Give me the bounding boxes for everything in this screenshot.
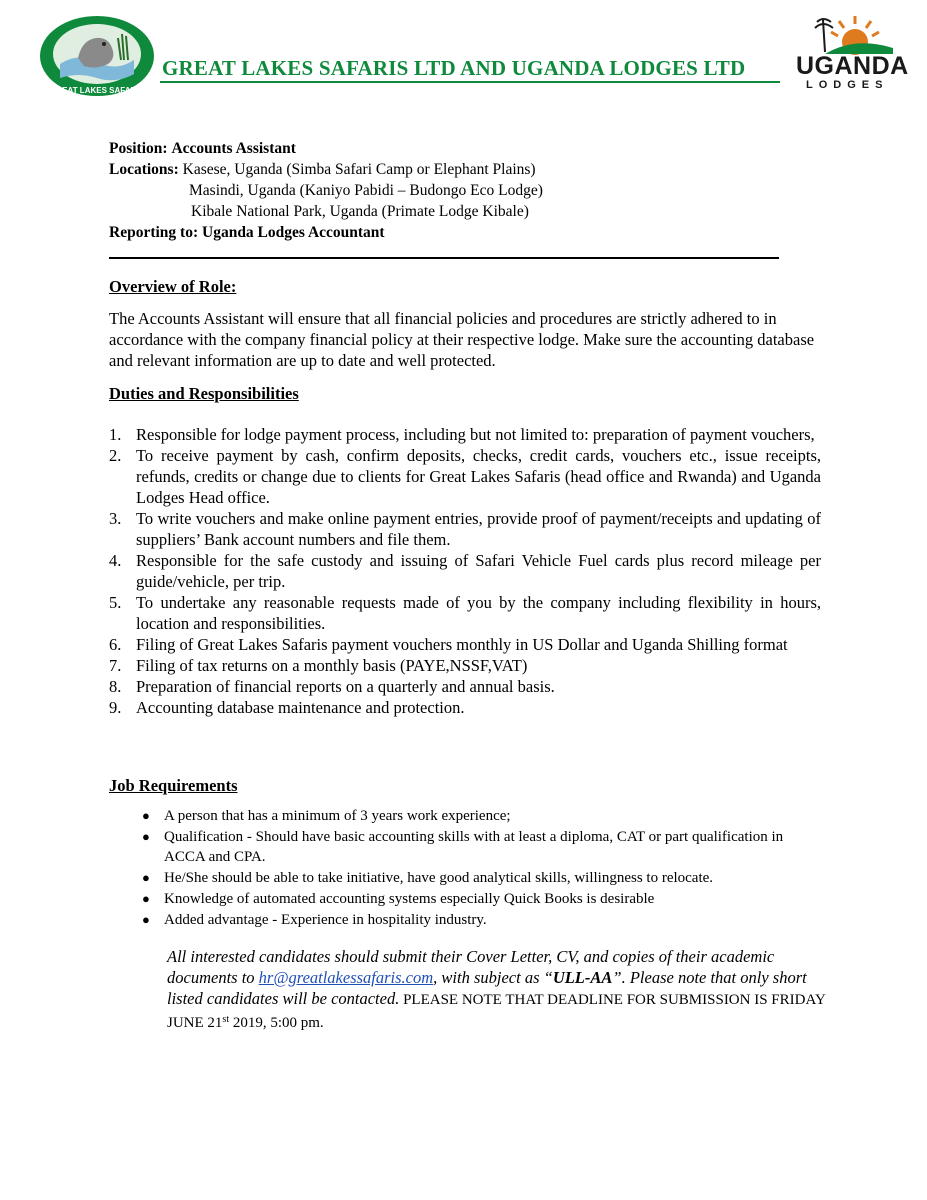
position-value: Accounts Assistant (171, 140, 296, 157)
overview-heading: Overview of Role: (109, 277, 237, 296)
list-item: 2. To receive payment by cash, confirm deposits, checks, credit cards, vouchers etc., issue receipts, refunds, credits or change due to clients for Great Lakes Safaris (head office and Rwanda) and Uganda Lodges Head office. (109, 446, 821, 507)
bullet-icon: ● (142, 808, 150, 823)
list-item: 1. Responsible for lodge payment process, including but not limited to: preparation of payment vouchers, (109, 425, 815, 444)
reporting-value: Uganda Lodges Accountant (202, 224, 385, 241)
list-item: 7. Filing of tax returns on a monthly basis (PAYE,NSSF,VAT) (109, 656, 528, 675)
header-rule (160, 81, 780, 83)
locations-label: Locations: (109, 161, 179, 178)
list-item: ● Knowledge of automated accounting systems especially Quick Books is desirable (142, 891, 655, 907)
position-label: Position: (109, 140, 168, 157)
bullet-icon: ● (142, 870, 150, 885)
position-block (109, 138, 543, 243)
section-divider (109, 257, 779, 259)
list-item: ● Qualification - Should have basic accounting skills with at least a diploma, CAT or part qualification in ACCA and CPA. (142, 829, 784, 865)
overview-text: The Accounts Assistant will ensure that all financial policies and procedures are strictly adhered to in accordance with the company financial policy at their respective lodge. Make sure the accounting database and relevant information are up to date and well protected. (109, 309, 815, 370)
requirements-heading: Job Requirements (109, 776, 238, 795)
deadline-text: PLEASE NOTE THAT DEADLINE FOR SUBMISSION IS FRIDAY JUNE 21st 2019, 5:00 pm. (167, 992, 826, 1031)
bullet-icon: ● (142, 912, 150, 927)
list-item: ● Added advantage - Experience in hospitality industry. (142, 912, 487, 928)
company-title: GREAT LAKES SAFARIS LTD AND UGANDA LODGES LTD (162, 56, 746, 80)
list-item: 9. Accounting database maintenance and protection. (109, 698, 465, 717)
location-item: Kibale National Park, Uganda (Primate Lodge Kibale) (191, 203, 529, 220)
right-logo-subtext: LODGES (806, 79, 889, 91)
email-subject: ULL-AA (552, 968, 613, 987)
reporting-label: Reporting to: (109, 224, 199, 241)
great-lakes-safaris-logo (38, 14, 156, 98)
list-item: ● A person that has a minimum of 3 years work experience; (142, 808, 511, 824)
list-item: 4. Responsible for the safe custody and issuing of Safari Vehicle Fuel cards plus record mileage per guide/vehicle, per trip. (109, 551, 821, 591)
bullet-icon: ● (142, 891, 150, 906)
duties-heading: Duties and Responsibilities (109, 384, 299, 403)
list-item: ● He/She should be able to take initiative, have good analytical skills, willingness to relocate. (142, 870, 714, 886)
bullet-icon: ● (142, 829, 150, 844)
list-item: 8. Preparation of financial reports on a quarterly and annual basis. (109, 677, 555, 696)
requirements-list (138, 806, 818, 931)
list-item: 3. To write vouchers and make online payment entries, provide proof of payment/receipts and updating of suppliers’ Bank account numbers and file them. (109, 509, 821, 549)
duties-list (109, 424, 821, 718)
email-link[interactable]: hr@greatlakessafaris.com (258, 968, 434, 987)
list-item: 6. Filing of Great Lakes Safaris payment vouchers monthly in US Dollar and Uganda Shilling format (109, 635, 788, 654)
location-item: Kasese, Uganda (Simba Safari Camp or Elephant Plains) (182, 161, 536, 178)
application-instructions: All interested candidates should submit their Cover Letter, CV, and copies of their academic documents to hr@greatlakessafaris.com, with subject as “ULL-AA”. Please note that only short listed candidates will be contacted. PLEASE NOTE THAT DEADLINE FOR SUBMISSION IS FRIDAY JUNE 21st 2019, 5:00 pm. (167, 947, 826, 1031)
list-item: 5. To undertake any reasonable requests made of you by the company including flexibility in hours, location and responsibilities. (109, 593, 821, 633)
left-logo-text: GREAT LAKES SAFARIS (50, 86, 144, 95)
location-item: Masindi, Uganda (Kaniyo Pabidi – Budongo Eco Lodge) (189, 182, 543, 199)
right-logo-text: UGANDA (796, 52, 909, 80)
